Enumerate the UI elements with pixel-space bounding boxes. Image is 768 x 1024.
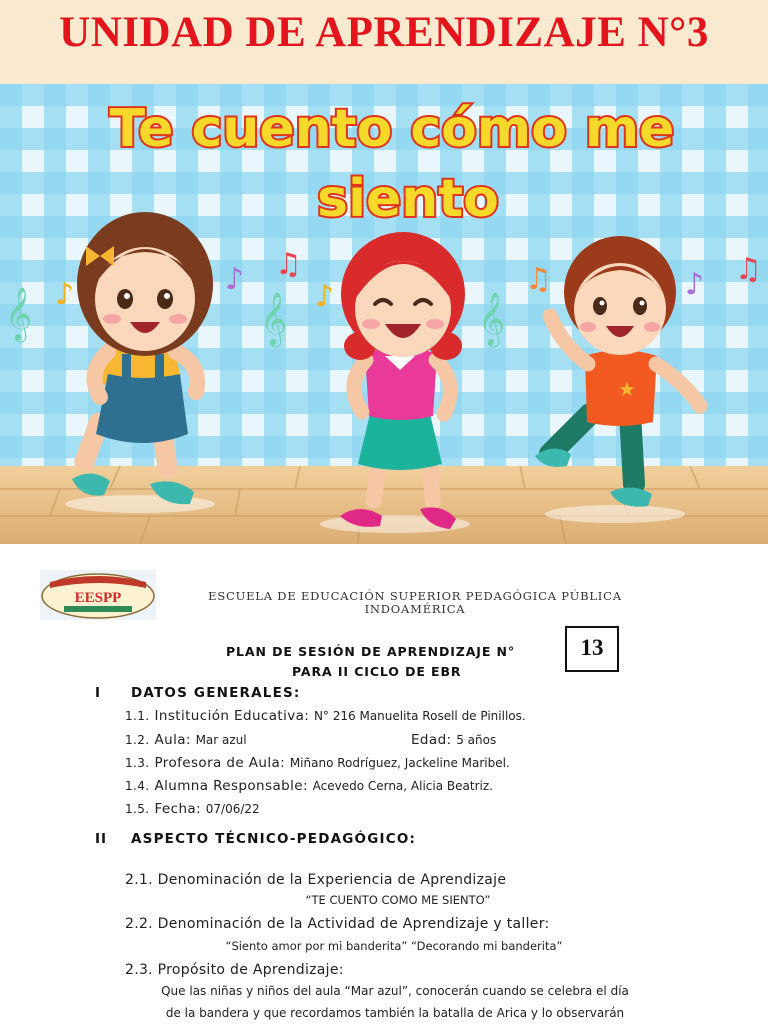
item-index: 1.2.: [125, 733, 150, 747]
plan-title-line-1: PLAN DE SESIÓN DE APRENDIZAJE N°: [226, 644, 516, 659]
school-name-line-1: ESCUELA DE EDUCACIÓN SUPERIOR PEDAGÓGICA PÚBLICA: [208, 589, 622, 603]
music-note-icon: ♫: [525, 262, 552, 297]
title-line-2: siento: [317, 169, 499, 229]
music-note-icon: ♪: [225, 262, 245, 297]
age-value: 5 años: [456, 733, 497, 747]
purpose-line-2: de la bandera y que recordamos también la batalla de Arica y lo observarán: [165, 1006, 625, 1020]
session-number-box: 13: [565, 626, 619, 672]
item-value: 07/06/22: [205, 802, 260, 816]
activity-value: “Siento amor por mi banderita” “Decorando mi banderita”: [225, 939, 563, 953]
section-1-number: I: [95, 685, 102, 701]
section-1-title: DATOS GENERALES:: [131, 685, 301, 701]
music-note-icon: ♪: [55, 277, 75, 312]
item-value: Acevedo Cerna, Alicia Beatriz.: [312, 779, 493, 793]
treble-clef-icon: 𝄞: [5, 286, 33, 340]
treble-clef-icon: 𝄞: [478, 291, 506, 345]
purpose-label: 2.3. Propósito de Aprendizaje:: [125, 962, 344, 978]
experience-label: 2.1. Denominación de la Experiencia de Aprendizaje: [125, 872, 507, 888]
item-value: Miñano Rodríguez, Jackeline Maribel.: [289, 756, 510, 770]
data-item-student: [125, 778, 493, 794]
item-index: 1.4.: [125, 779, 150, 793]
activity-label: 2.2. Denominación de la Actividad de Aprendizaje y taller:: [125, 916, 550, 932]
item-index: 1.1.: [125, 709, 150, 723]
purpose-line-1: Que las niñas y niños del aula “Mar azul”, conocerán cuando se celebra el día: [161, 984, 629, 998]
svg-text:★: ★: [618, 377, 636, 401]
data-item-date: [125, 801, 260, 817]
music-note-icon: ♫: [275, 247, 302, 282]
plan-title: [226, 642, 556, 682]
item-index: 1.3.: [125, 756, 150, 770]
music-note-icon: ♪: [685, 267, 705, 302]
school-name: [200, 590, 630, 616]
music-note-icon: ♫: [735, 252, 762, 287]
school-name-line-2: INDOAMÉRICA: [364, 602, 466, 616]
section-2-heading: [95, 831, 416, 847]
item-label: Institución Educativa:: [154, 708, 310, 724]
header-banner: [0, 0, 768, 84]
cover-illustration: [0, 84, 768, 544]
treble-clef-icon: 𝄞: [260, 291, 288, 345]
item-value: N° 216 Manuelita Rosell de Pinillos.: [313, 709, 526, 723]
section-2-number: II: [95, 831, 108, 847]
plan-title-line-2: PARA II CICLO DE EBR: [292, 664, 462, 679]
item-label: Profesora de Aula:: [154, 755, 286, 771]
data-item-classroom: [125, 732, 625, 748]
logo-text: EESPP: [74, 590, 122, 606]
school-logo: [40, 570, 156, 620]
section-2-title: ASPECTO TÉCNICO-PEDAGÓGICO:: [131, 831, 417, 847]
title-line-1: Te cuento cómo me: [109, 99, 675, 159]
section-1-heading: [95, 685, 301, 701]
experience-value: “TE CUENTO COMO ME SIENTO”: [305, 893, 491, 907]
item-label: Fecha:: [154, 801, 202, 817]
unit-title: UNIDAD DE APRENDIZAJE N°3: [59, 9, 709, 56]
age-field: [411, 732, 496, 748]
data-item-teacher: [125, 755, 510, 771]
music-note-icon: ♪: [315, 279, 335, 314]
age-label: Edad:: [411, 732, 452, 748]
item-index: 1.5.: [125, 802, 150, 816]
data-item-institution: [125, 708, 526, 724]
item-label: Alumna Responsable:: [154, 778, 308, 794]
item-label: Aula:: [154, 732, 191, 748]
item-value: Mar azul: [195, 733, 247, 747]
